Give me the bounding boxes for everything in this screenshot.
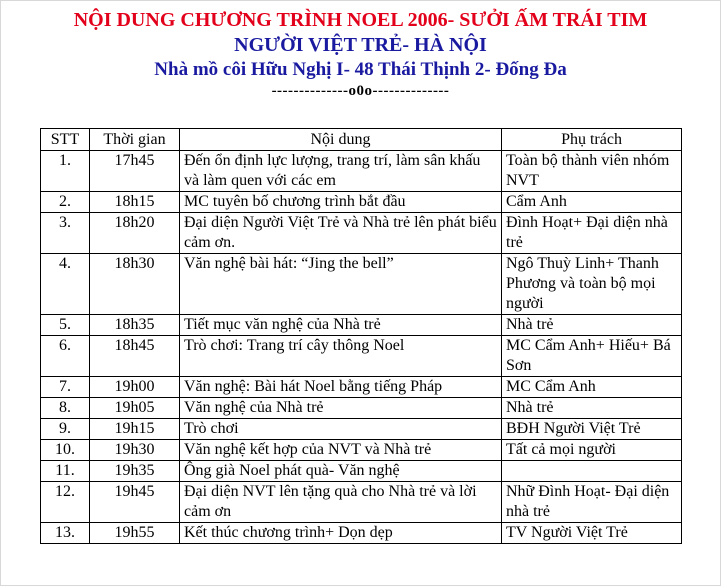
cell-stt: 12. <box>41 482 90 523</box>
title-line-2: NGƯỜI VIỆT TRẺ- HÀ NỘI <box>234 34 487 56</box>
cell-time: 19h55 <box>90 523 180 544</box>
header-person: Phụ trách <box>502 129 682 151</box>
cell-time: 19h05 <box>90 398 180 419</box>
table-row <box>41 213 682 254</box>
cell-person: Tất cả mọi người <box>502 440 682 461</box>
title-line-3: Nhà mồ côi Hữu Nghị I- 48 Thái Thịnh 2- Đống Đa <box>154 59 567 80</box>
cell-content: Đại diện NVT lên tặng quà cho Nhà trẻ và lời cảm ơn <box>180 482 502 523</box>
cell-content: Trò chơi: Trang trí cây thông Noel <box>180 336 502 377</box>
table-row <box>41 254 682 315</box>
cell-stt: 4. <box>41 254 90 315</box>
cell-stt: 10. <box>41 440 90 461</box>
cell-content: Văn nghệ bài hát: “Jing the bell” <box>180 254 502 315</box>
cell-content: Kết thúc chương trình+ Dọn dẹp <box>180 523 502 544</box>
cell-person: BĐH Người Việt Trẻ <box>502 419 682 440</box>
cell-time: 18h45 <box>90 336 180 377</box>
cell-stt: 5. <box>41 315 90 336</box>
schedule-table <box>40 128 682 544</box>
cell-person: MC Cẩm Anh+ Hiếu+ Bá Sơn <box>502 336 682 377</box>
cell-time: 18h20 <box>90 213 180 254</box>
cell-time: 19h35 <box>90 461 180 482</box>
cell-content: Văn nghệ: Bài hát Noel bằng tiếng Pháp <box>180 377 502 398</box>
cell-time: 18h30 <box>90 254 180 315</box>
cell-content: Văn nghệ kết hợp của NVT và Nhà trẻ <box>180 440 502 461</box>
cell-time: 18h15 <box>90 192 180 213</box>
cell-content: Ông già Noel phát quà- Văn nghệ <box>180 461 502 482</box>
cell-stt: 1. <box>41 151 90 192</box>
header-content: Nội dung <box>180 129 502 151</box>
cell-content: Văn nghệ của Nhà trẻ <box>180 398 502 419</box>
table-header-row <box>41 129 682 151</box>
cell-person: Nhữ Đình Hoạt- Đại diện nhà trẻ <box>502 482 682 523</box>
cell-time: 19h00 <box>90 377 180 398</box>
cell-content: Đến ổn định lực lượng, trang trí, làm sân khấu và làm quen với các em <box>180 151 502 192</box>
cell-stt: 13. <box>41 523 90 544</box>
cell-stt: 11. <box>41 461 90 482</box>
cell-person: Nhà trẻ <box>502 315 682 336</box>
table-row <box>41 440 682 461</box>
cell-stt: 6. <box>41 336 90 377</box>
cell-person: Cẩm Anh <box>502 192 682 213</box>
cell-person: Ngô Thuỳ Linh+ Thanh Phương và toàn bộ mọi người <box>502 254 682 315</box>
cell-content: Tiết mục văn nghệ của Nhà trẻ <box>180 315 502 336</box>
ornament-divider: --------------o0o-------------- <box>271 83 450 99</box>
table-row <box>41 315 682 336</box>
table-row <box>41 398 682 419</box>
cell-person: Đình Hoạt+ Đại diện nhà trẻ <box>502 213 682 254</box>
cell-content: MC tuyên bố chương trình bắt đầu <box>180 192 502 213</box>
cell-time: 19h15 <box>90 419 180 440</box>
cell-person: TV Người Việt Trẻ <box>502 523 682 544</box>
table-row <box>41 482 682 523</box>
table-row <box>41 377 682 398</box>
title-line-1: NỘI DUNG CHƯƠNG TRÌNH NOEL 2006- SƯỞI ẤM TRÁI TIM <box>73 9 648 31</box>
cell-stt: 8. <box>41 398 90 419</box>
cell-time: 19h30 <box>90 440 180 461</box>
header-time: Thời gian <box>90 129 180 151</box>
table-row <box>41 523 682 544</box>
schedule-body <box>41 151 682 544</box>
cell-stt: 7. <box>41 377 90 398</box>
header-stt: STT <box>41 129 90 151</box>
cell-person: Toàn bộ thành viên nhóm NVT <box>502 151 682 192</box>
cell-stt: 3. <box>41 213 90 254</box>
cell-stt: 9. <box>41 419 90 440</box>
cell-content: Trò chơi <box>180 419 502 440</box>
table-row <box>41 336 682 377</box>
cell-person <box>502 461 682 482</box>
table-row <box>41 151 682 192</box>
cell-time: 18h35 <box>90 315 180 336</box>
cell-content: Đại diện Người Việt Trẻ và Nhà trẻ lên phát biểu cảm ơn. <box>180 213 502 254</box>
table-row <box>41 192 682 213</box>
table-row <box>41 419 682 440</box>
cell-time: 19h45 <box>90 482 180 523</box>
cell-stt: 2. <box>41 192 90 213</box>
table-row <box>41 461 682 482</box>
cell-person: MC Cẩm Anh <box>502 377 682 398</box>
cell-time: 17h45 <box>90 151 180 192</box>
cell-person: Nhà trẻ <box>502 398 682 419</box>
